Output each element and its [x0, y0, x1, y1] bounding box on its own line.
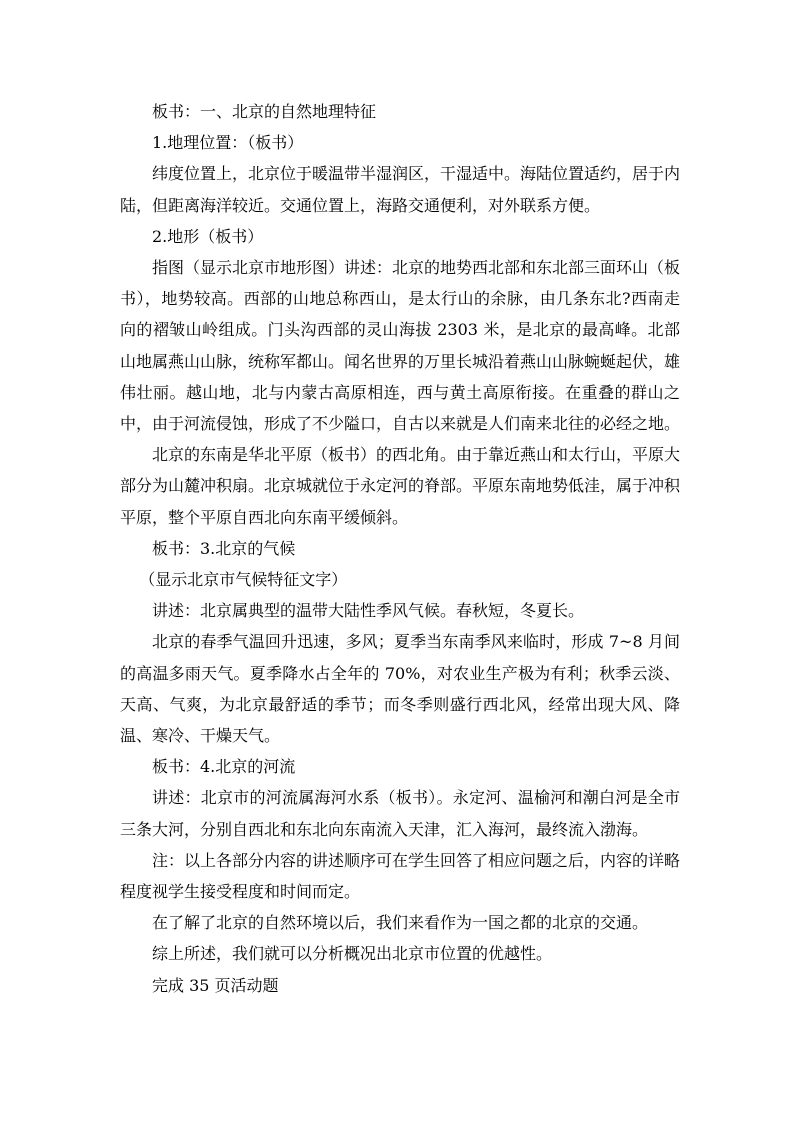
paragraph-climate-seasons: 北京的春季气温回升迅速，多风；夏季当东南季风来临时，形成 7~8 月间的高温多雨天气。夏季降水占全年的 70%，对农业生产极为有利；秋季云淡、天高、气爽，为北京最舒适的季节；而冬季则盛行西北风，经常出现大风、降温、寒冷、干燥天气。: [120, 632, 680, 746]
paragraph-climate-type: 讲述：北京属典型的温带大陆性季风气候。春秋短，冬夏长。: [152, 601, 585, 621]
heading-natural-geography: 板书：一、北京的自然地理特征: [152, 102, 377, 121]
paragraph-transition-transport: 在了解了北京的自然环境以后，我们来看作为一国之都的北京的交通。: [152, 913, 649, 933]
paragraph-terrain-plain: 北京的东南是华北平原（板书）的西北角。由于靠近燕山和太行山，平原大部分为山麓冲积扇。北京城就位于永定河的脊部。平原东南地势低洼，属于冲积平原，整个平原自西北向东南平缓倾斜。: [120, 445, 681, 527]
document-body: [120, 96, 680, 1001]
subheading-terrain: 2.地形（板书）: [152, 226, 264, 246]
paragraph-activity: 完成 35 页活动题: [152, 975, 279, 995]
subheading-climate: 板书：3.北京的气候: [152, 538, 296, 558]
paragraph-summary: 综上所述，我们就可以分析概况出北京市位置的优越性。: [152, 944, 553, 964]
subheading-rivers: 板书：4.北京的河流: [152, 757, 296, 777]
paragraph-terrain-mountains: 指图（显示北京市地形图）讲述：北京的地势西北部和东北部三面环山（板书），地势较高。西部的山地总称西山，是太行山的余脉，由几条东北?西南走向的褶皱山岭组成。门头沟西部的灵山海拔 2303 米，是北京的最高峰。北部山地属燕山山脉，统称军都山。闻名世界的万里长城沿着燕山山脉蜿蜒起伏，雄伟壮丽。越山地，北与内蒙古高原相连，西与黄土高原衔接。在重叠的群山之中，由于河流侵蚀，形成了不少隘口，自古以来就是人们南来北往的必经之地。: [120, 258, 681, 434]
subheading-location: 1.地理位置：（板书）: [152, 133, 304, 153]
paragraph-location: 纬度位置上，北京位于暖温带半湿润区，干湿适中。海陆位置适约，居于内陆，但距离海洋较近。交通位置上，海路交通便利，对外联系方便。: [120, 164, 681, 215]
paragraph-rivers: 讲述：北京市的河流属海河水系（板书）。永定河、温榆河和潮白河是全市三条大河，分别自西北和东北向东南流入天津，汇入海河，最终流入渤海。: [120, 788, 680, 839]
paragraph-teaching-note: 注：以上各部分内容的讲述顺序可在学生回答了相应问题之后，内容的详略程度视学生接受程度和时间而定。: [120, 850, 681, 902]
note-climate-display: （显示北京市气候特征文字）: [139, 570, 348, 590]
